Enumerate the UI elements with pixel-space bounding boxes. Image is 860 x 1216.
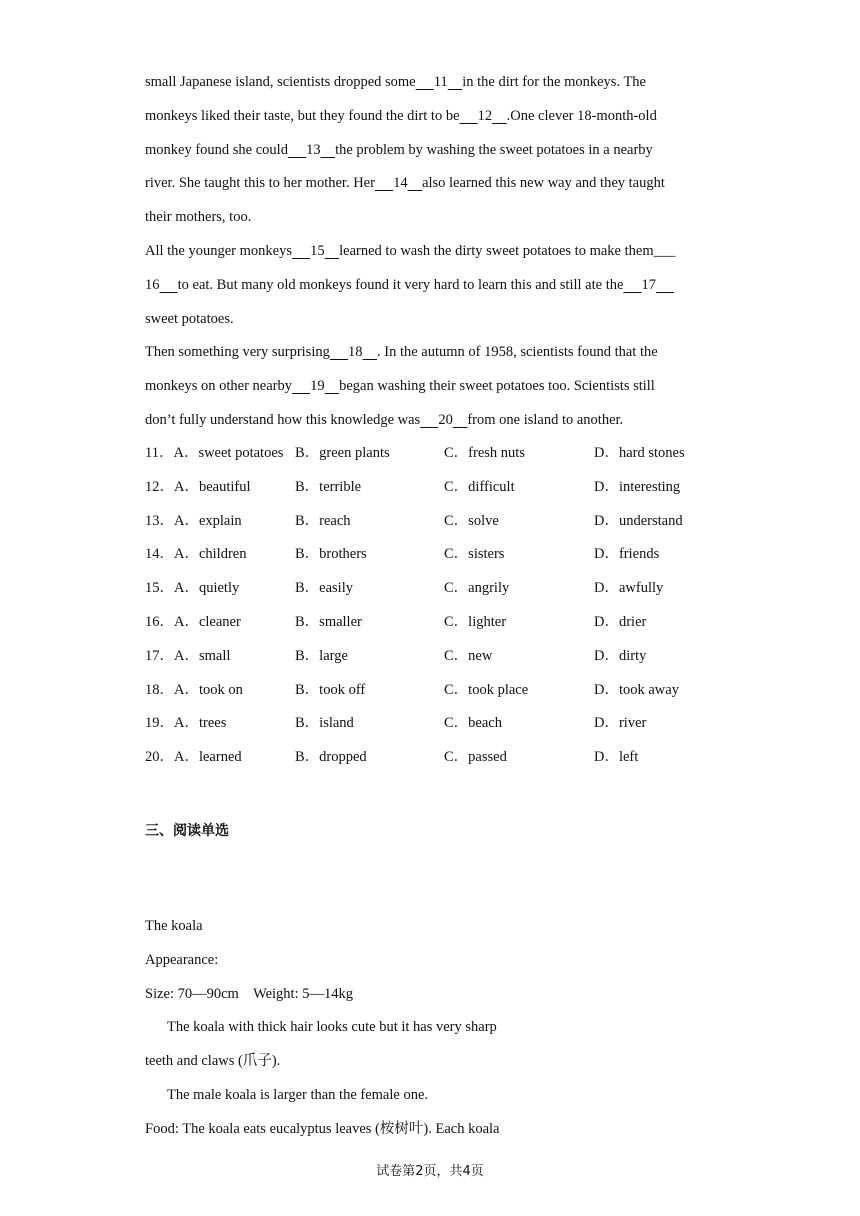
question-number: 13． — [145, 512, 174, 529]
option-b[interactable]: B．smaller — [295, 613, 362, 630]
option-c[interactable]: C．difficult — [444, 478, 515, 495]
question-row — [145, 640, 745, 674]
option-d[interactable]: D．hard stones — [594, 445, 685, 461]
passage-line — [145, 269, 715, 303]
paragraph-line: The koala with thick hair looks cute but it has very sharp — [167, 1019, 497, 1036]
passage-text: from one island to another. — [467, 411, 624, 428]
answer-blank: 13 — [306, 141, 321, 158]
option-d[interactable]: D．dirty — [594, 647, 647, 664]
question-number: 20． — [145, 749, 174, 766]
page-footer: 试卷第2页，共4页 — [376, 1164, 484, 1179]
question-number: 17． — [145, 647, 174, 664]
question-number: 11． — [145, 445, 174, 461]
passage-text: learned to wash the dirty sweet potatoes to make them___ — [339, 242, 676, 259]
passage-text: monkey found she could — [145, 141, 288, 158]
question-number: 16． — [145, 613, 174, 630]
passage-line — [145, 336, 715, 370]
option-b[interactable]: B．island — [295, 715, 354, 732]
passage-text: All the younger monkeys — [145, 242, 292, 259]
option-a[interactable]: 19．A．trees — [145, 715, 227, 732]
passage-line — [145, 235, 715, 269]
question-number: 15． — [145, 580, 174, 597]
option-a[interactable]: 13．A．explain — [145, 512, 242, 529]
option-b[interactable]: B．green plants — [295, 445, 390, 461]
option-c[interactable]: C．lighter — [444, 613, 507, 630]
passage-text: don’t fully understand how this knowledge was — [145, 411, 421, 428]
option-a[interactable]: 15．A．quietly — [145, 580, 240, 597]
passage-text: sweet potatoes. — [145, 310, 234, 327]
question-number: 12． — [145, 478, 174, 495]
question-row — [145, 572, 745, 606]
question-row — [145, 606, 745, 640]
appearance-heading: Appearance: — [145, 951, 219, 968]
passage-text: to eat. But many old monkeys found it very hard to learn this and still ate the — [177, 276, 624, 293]
question-row — [145, 471, 745, 505]
question-number: 18． — [145, 681, 174, 698]
answer-blank: 12 — [477, 107, 493, 124]
option-b[interactable]: B．large — [295, 647, 348, 664]
answer-blank: 20 — [438, 411, 453, 428]
option-d[interactable]: D．awfully — [594, 580, 664, 597]
passage-text: monkeys on other nearby — [145, 378, 292, 395]
passage-line — [145, 167, 715, 201]
paragraph-line: teeth and claws (爪子). — [145, 1053, 281, 1070]
question-row — [145, 707, 745, 741]
passage-line — [145, 370, 715, 404]
passage-text: .One clever 18-month-old — [506, 107, 657, 124]
option-d[interactable]: D．took away — [594, 681, 679, 698]
option-a[interactable]: 11．A．sweet potatoes — [145, 445, 284, 461]
passage-title: The koala — [145, 918, 203, 934]
passage-line — [145, 404, 715, 438]
option-a[interactable]: 17．A．small — [145, 647, 231, 664]
option-b[interactable]: B．dropped — [295, 749, 367, 766]
option-a[interactable]: 16．A．cleaner — [145, 613, 241, 630]
option-b[interactable]: B．terrible — [295, 478, 362, 495]
option-a[interactable]: 14．A．children — [145, 546, 247, 563]
answer-blank: 16 — [145, 276, 160, 293]
option-c[interactable]: C．beach — [444, 715, 502, 732]
answer-blank: 18 — [347, 344, 363, 361]
passage-line — [145, 303, 715, 337]
question-row — [145, 674, 745, 708]
passage-line — [145, 100, 715, 134]
question-row — [145, 437, 745, 471]
question-row — [145, 538, 745, 572]
option-d[interactable]: D．drier — [594, 613, 647, 630]
option-b[interactable]: B．took off — [295, 681, 366, 698]
option-a[interactable]: 18．A．took on — [145, 681, 243, 698]
option-d[interactable]: D．interesting — [594, 478, 681, 495]
passage-line — [145, 134, 715, 168]
option-c[interactable]: C．angrily — [444, 580, 510, 597]
option-d[interactable]: D．friends — [594, 546, 660, 563]
question-options — [145, 437, 745, 775]
option-d[interactable]: D．understand — [594, 512, 683, 529]
answer-blank: 14 — [393, 175, 408, 192]
option-c[interactable]: C．sisters — [444, 546, 505, 563]
passage-line — [145, 201, 715, 235]
option-c[interactable]: C．fresh nuts — [444, 445, 525, 461]
option-b[interactable]: B．brothers — [295, 546, 367, 563]
passage-text: the problem by washing the sweet potatoes in a nearby — [335, 141, 653, 158]
question-number: 19． — [145, 715, 174, 732]
option-b[interactable]: B．easily — [295, 580, 353, 597]
answer-blank: 17 — [641, 276, 657, 293]
question-row — [145, 505, 745, 539]
option-a[interactable]: 20．A．learned — [145, 749, 242, 766]
passage-text: . In the autumn of 1958, scientists found that the — [376, 344, 658, 361]
passage-text: began washing their sweet potatoes too. Scientists still — [339, 378, 655, 395]
passage-text: river. She taught this to her mother. Her — [145, 175, 375, 192]
question-row — [145, 741, 745, 775]
passage-text: Then something very surprising — [145, 344, 330, 361]
cloze-passage — [145, 66, 715, 438]
passage-text: monkeys liked their taste, but they found the dirt to be — [145, 107, 460, 124]
option-b[interactable]: B．reach — [295, 512, 351, 529]
passage-text: small Japanese island, scientists dropped some — [145, 74, 416, 90]
passage-text: in the dirt for the monkeys. The — [462, 74, 646, 90]
option-d[interactable]: D．river — [594, 715, 647, 732]
option-c[interactable]: C．new — [444, 647, 493, 664]
option-c[interactable]: C．passed — [444, 749, 507, 766]
option-a[interactable]: 12．A．beautiful — [145, 478, 251, 495]
passage-text: also learned this new way and they taught — [422, 175, 665, 192]
passage-text: their mothers, too. — [145, 209, 252, 226]
question-number: 14． — [145, 546, 174, 563]
option-c[interactable]: C．solve — [444, 512, 499, 529]
option-c[interactable]: C．took place — [444, 681, 529, 698]
section-title: 三、阅读单选 — [145, 823, 229, 839]
option-d[interactable]: D．left — [594, 749, 639, 766]
paragraph-line: The male koala is larger than the female one. — [167, 1086, 429, 1103]
answer-blank: 11 — [433, 74, 448, 90]
passage-line — [145, 66, 715, 100]
size-weight: Size: 70—90cm Weight: 5—14kg — [145, 985, 353, 1002]
answer-blank: 15 — [310, 242, 325, 259]
reading-passage-koala — [145, 910, 565, 1147]
paragraph-line: Food: The koala eats eucalyptus leaves (桉树叶). Each koala — [145, 1120, 500, 1137]
answer-blank: 19 — [310, 378, 325, 395]
